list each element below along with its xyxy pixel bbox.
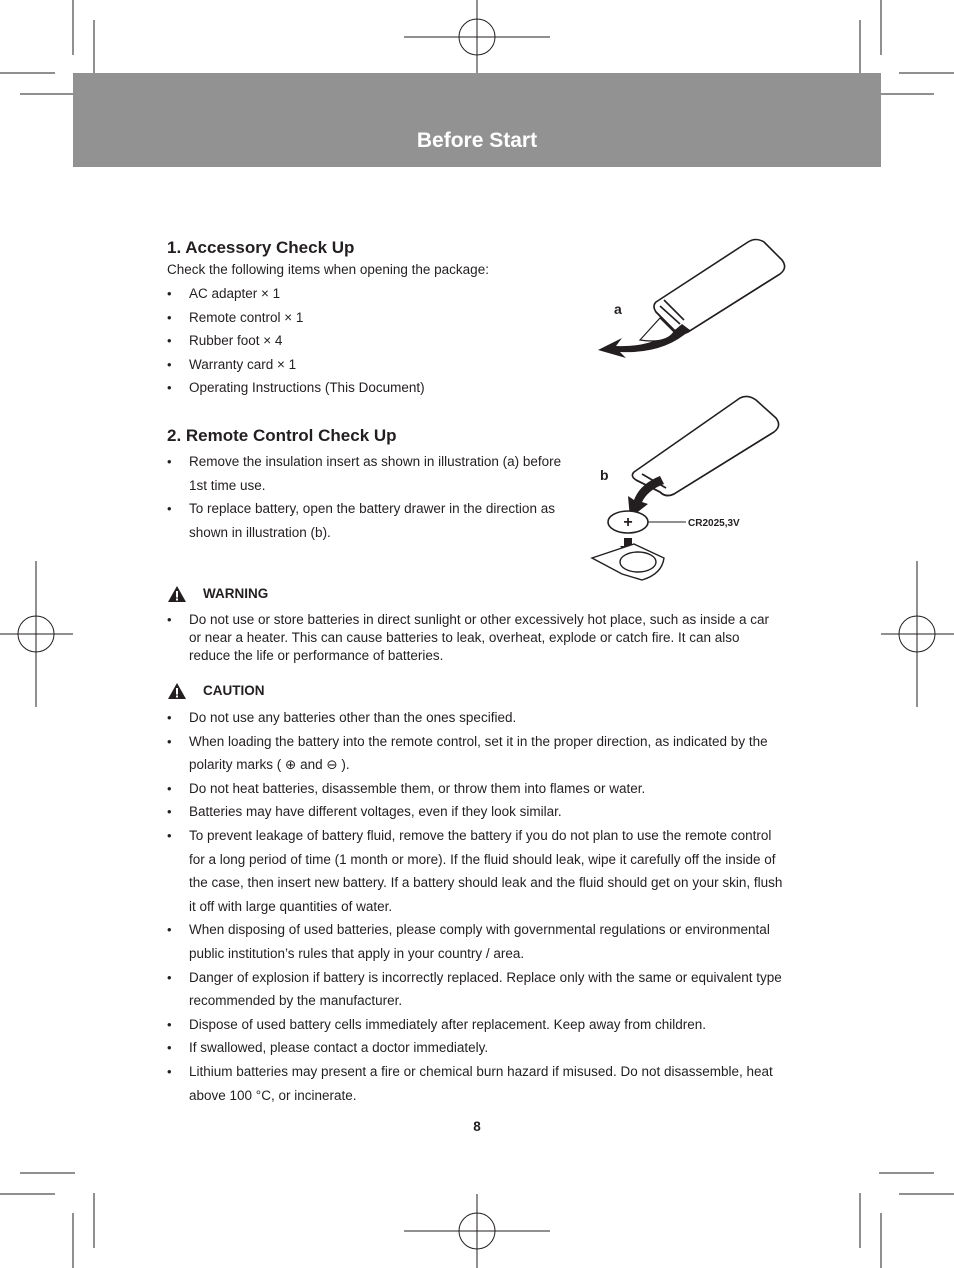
list-item: • Batteries may have different voltages, even if they look similar. [167, 800, 789, 824]
accessory-list [167, 282, 567, 400]
remote-list [167, 450, 579, 544]
battery-type-label: CR2025,3V [688, 518, 740, 529]
svg-text:+: + [623, 514, 633, 531]
battery-replacement-illustration [590, 394, 790, 588]
caution-title: CAUTION [203, 683, 265, 698]
list-item: • When disposing of used batteries, please comply with governmental regulations or environmental public institution’s rules that apply in your country / area. [167, 918, 789, 965]
illustration-b-label: b [600, 467, 609, 483]
illustration-a-label: a [614, 301, 622, 317]
remote-section-title: 2. Remote Control Check Up [167, 426, 397, 445]
caution-icon [167, 682, 187, 700]
list-item: • Do not use any batteries other than the ones specified. [167, 706, 789, 730]
list-item: • When loading the battery into the remote control, set it in the proper direction, as indicated by the polarity marks ( ⊕ and ⊖ ). [167, 730, 789, 777]
warning-title: WARNING [203, 586, 269, 601]
accessory-section-title: 1. Accessory Check Up [167, 238, 355, 257]
list-item: • To replace battery, open the battery drawer in the direction as shown in illustration (b). [167, 497, 579, 544]
remote-insulation-illustration [596, 236, 790, 358]
list-item: • Operating Instructions (This Document) [167, 376, 567, 400]
header-banner [73, 73, 881, 167]
warning-list [167, 611, 777, 665]
list-item: • Dispose of used battery cells immediately after replacement. Keep away from children. [167, 1013, 789, 1037]
warning-heading [167, 585, 268, 603]
list-item: • Do not use or store batteries in direct sunlight or other excessively hot place, such as inside a car or near a heater. This can cause batteries to leak, overheat, explode or catch fire. It can also reduce the life or performance of batteries. [167, 611, 777, 665]
list-item: • To prevent leakage of battery fluid, remove the battery if you do not plan to use the remote control for a long period of time (1 month or more). If the fluid should leak, wipe it carefully off the inside of the case, then insert new battery. If a battery should leak and the fluid should get on your skin, flush it off with large quantities of water. [167, 824, 789, 918]
list-item: • If swallowed, please contact a doctor immediately. [167, 1036, 789, 1060]
list-item: • Rubber foot × 4 [167, 329, 567, 353]
list-item: • AC adapter × 1 [167, 282, 567, 306]
caution-list [167, 706, 789, 1107]
accessory-intro: Check the following items when opening the package: [167, 262, 489, 277]
list-item: • Lithium batteries may present a fire or chemical burn hazard if misused. Do not disassemble, heat above 100 °C, or incinerate. [167, 1060, 789, 1107]
page-number: 8 [473, 1119, 481, 1134]
caution-heading [167, 682, 265, 700]
list-item: • Remote control × 1 [167, 306, 567, 330]
page-title: Before Start [416, 129, 538, 152]
list-item: • Danger of explosion if battery is incorrectly replaced. Replace only with the same or equivalent type recommended by the manufacturer. [167, 966, 789, 1013]
warning-icon [167, 585, 187, 603]
list-item: • Warranty card × 1 [167, 353, 567, 377]
list-item: • Remove the insulation insert as shown in illustration (a) before 1st time use. [167, 450, 579, 497]
list-item: • Do not heat batteries, disassemble them, or throw them into flames or water. [167, 777, 789, 801]
